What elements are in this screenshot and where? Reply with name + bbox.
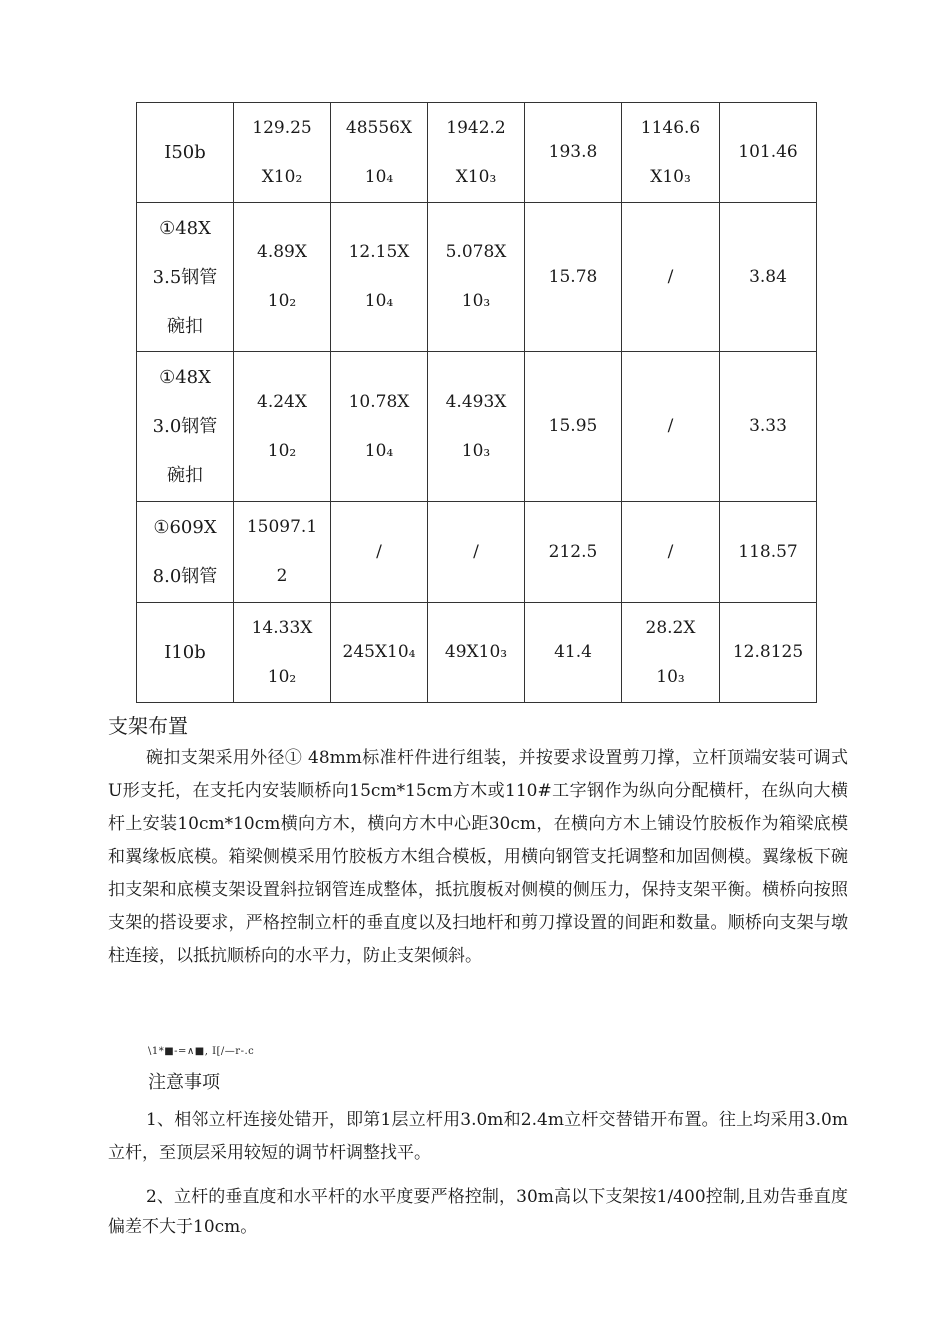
table-cell: 129.25 X10₂ — [234, 103, 331, 203]
table-cell: 4.89X 10₂ — [234, 203, 331, 352]
table-cell: 28.2X 10₃ — [622, 603, 720, 703]
table-row — [137, 352, 817, 502]
table-row — [137, 603, 817, 703]
table-cell: ①48X 3.5钢管 碗扣 — [137, 203, 234, 352]
specification-table — [136, 102, 817, 703]
notes-title: 注意事项 — [148, 1072, 220, 1093]
garbled-ocr-line: \1*■-=∧■, I[/—r-.c — [148, 1046, 255, 1057]
table-cell: 41.4 — [525, 603, 622, 703]
table-cell: 4.24X 10₂ — [234, 352, 331, 502]
table-cell: / — [622, 352, 720, 502]
table-row — [137, 502, 817, 603]
table-cell: 14.33X 10₂ — [234, 603, 331, 703]
table-cell: 101.46 — [720, 103, 817, 203]
table-cell: 3.33 — [720, 352, 817, 502]
main-paragraph: 碗扣支架采用外径① 48mm标准杆件进行组装，并按要求设置剪刀撑，立杆顶端安装可调式U形支托，在支托内安装顺桥向15cm*15cm方木或110#工字钢作为纵向分配横杆，在纵向大横杆上安装10cm*10cm横向方木，横向方木中心距30cm，在横向方木上铺设竹胶板作为箱梁底模和翼缘板底模。箱梁侧模采用竹胶板方木组合模板，用横向钢管支托调整和加固侧模。翼缘板下碗扣支架和底模支架设置斜拉钢管连成整体，抵抗腹板对侧模的侧压力，保持支架平衡。横桥向按照支架的搭设要求，严格控制立杆的垂直度以及扫地杆和剪刀撑设置的间距和数量。顺桥向支架与墩柱连接，以抵抗顺桥向的水平力，防止支架倾斜。 — [108, 748, 848, 966]
table-cell: ①48X 3.0钢管 碗扣 — [137, 352, 234, 502]
table-cell: 3.84 — [720, 203, 817, 352]
table-cell: / — [622, 203, 720, 352]
notes-item-1: 1、相邻立杆连接处错开，即第1层立杆用3.0m和2.4m立杆交替错开布置。往上均采用3.0m立杆，至顶层采用较短的调节杆调整找平。 — [108, 1110, 848, 1163]
table-cell: 15.78 — [525, 203, 622, 352]
table-cell: 212.5 — [525, 502, 622, 603]
table-row — [137, 203, 817, 352]
table-cell: 49X10₃ — [428, 603, 525, 703]
table-cell: 1942.2 X10₃ — [428, 103, 525, 203]
table-cell: I10b — [137, 603, 234, 703]
section-heading: 支架布置 — [108, 714, 188, 738]
table-cell: 15097.1 2 — [234, 502, 331, 603]
table-cell: / — [622, 502, 720, 603]
table-cell: 15.95 — [525, 352, 622, 502]
table-cell: 4.493X 10₃ — [428, 352, 525, 502]
table-cell: 5.078X 10₃ — [428, 203, 525, 352]
table-row — [137, 103, 817, 203]
table-cell: 48556X 10₄ — [331, 103, 428, 203]
table-cell: 10.78X 10₄ — [331, 352, 428, 502]
table-cell: 12.15X 10₄ — [331, 203, 428, 352]
table-cell: 193.8 — [525, 103, 622, 203]
table-cell: 118.57 — [720, 502, 817, 603]
table-cell: 12.8125 — [720, 603, 817, 703]
notes-item-2: 2、立杆的垂直度和水平杆的水平度要严格控制，30m高以下支架按1/400控制,且劝告垂直度偏差不大于10cm。 — [108, 1187, 848, 1237]
table-cell: 245X10₄ — [331, 603, 428, 703]
table-cell: ①609X 8.0钢管 — [137, 502, 234, 603]
table-cell: 1146.6 X10₃ — [622, 103, 720, 203]
table-cell: / — [331, 502, 428, 603]
table-cell: / — [428, 502, 525, 603]
table-cell: I50b — [137, 103, 234, 203]
